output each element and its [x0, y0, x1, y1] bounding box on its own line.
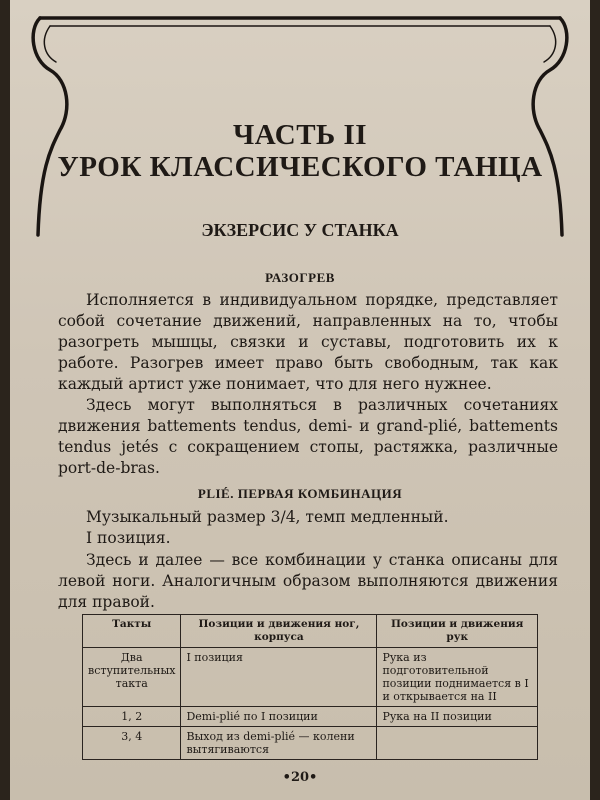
plie-line-2: I позиция. — [86, 529, 171, 547]
part-title-line-2: УРОК КЛАССИЧЕСКОГО ТАНЦА — [57, 151, 543, 183]
table-row — [83, 727, 538, 760]
table-cell: 1, 2 — [83, 707, 181, 727]
table-cell: Demi-plié по I позиции — [181, 707, 377, 727]
table-row — [83, 648, 538, 707]
book-page — [10, 0, 590, 800]
section-title: ЭКЗЕРСИС У СТАНКА — [201, 220, 399, 240]
plie-line-1: Музыкальный размер 3/4, темп медленный. — [86, 508, 449, 526]
part-title-line-1: ЧАСТЬ II — [232, 119, 368, 151]
table-cell: Два вступительных такта — [83, 648, 181, 707]
header-legs: Позиции и движения ног, корпуса — [181, 615, 377, 648]
plie-line-3: Здесь и далее — все комбинации у станка описаны для левой ноги. Аналогичным образом выполняются движения для правой. — [58, 551, 558, 611]
header-arms: Позиции и движения рук — [377, 615, 538, 648]
table-cell: I позиция — [181, 648, 377, 707]
header-bars: Такты — [83, 615, 181, 648]
plie-title: PLIÉ. ПЕРВАЯ КОМБИНАЦИЯ — [197, 486, 403, 501]
table-cell: Выход из demi-plié — колени вытягиваются — [181, 727, 377, 760]
table-header-row — [83, 615, 538, 648]
warmup-paragraph-2: Здесь могут выполняться в различных сочетаниях движения battements tendus, demi- и grand-plié, battements tendus jetés с сокращением стопы, растяжка, различные port-de-bras. — [58, 396, 558, 477]
table-cell: Рука из подготовительной позиции поднимается в I и открывается на II — [377, 648, 538, 707]
table-cell: 3, 4 — [83, 727, 181, 760]
table-row — [83, 707, 538, 727]
warmup-paragraph-1: Исполняется в индивидуальном порядке, представляет собой сочетание движений, направленных на то, чтобы разогреть мышцы, связки и суставы, подготовить их к работе. Разогрев имеет право быть свободным, так как каждый артист уже понимает, что для него нужнее. — [58, 291, 558, 393]
table-cell — [377, 727, 538, 760]
page-number: •20• — [282, 770, 318, 785]
movements-table — [82, 614, 538, 760]
table-cell: Рука на II позиции — [377, 707, 538, 727]
warmup-title: РАЗОГРЕВ — [265, 270, 335, 285]
